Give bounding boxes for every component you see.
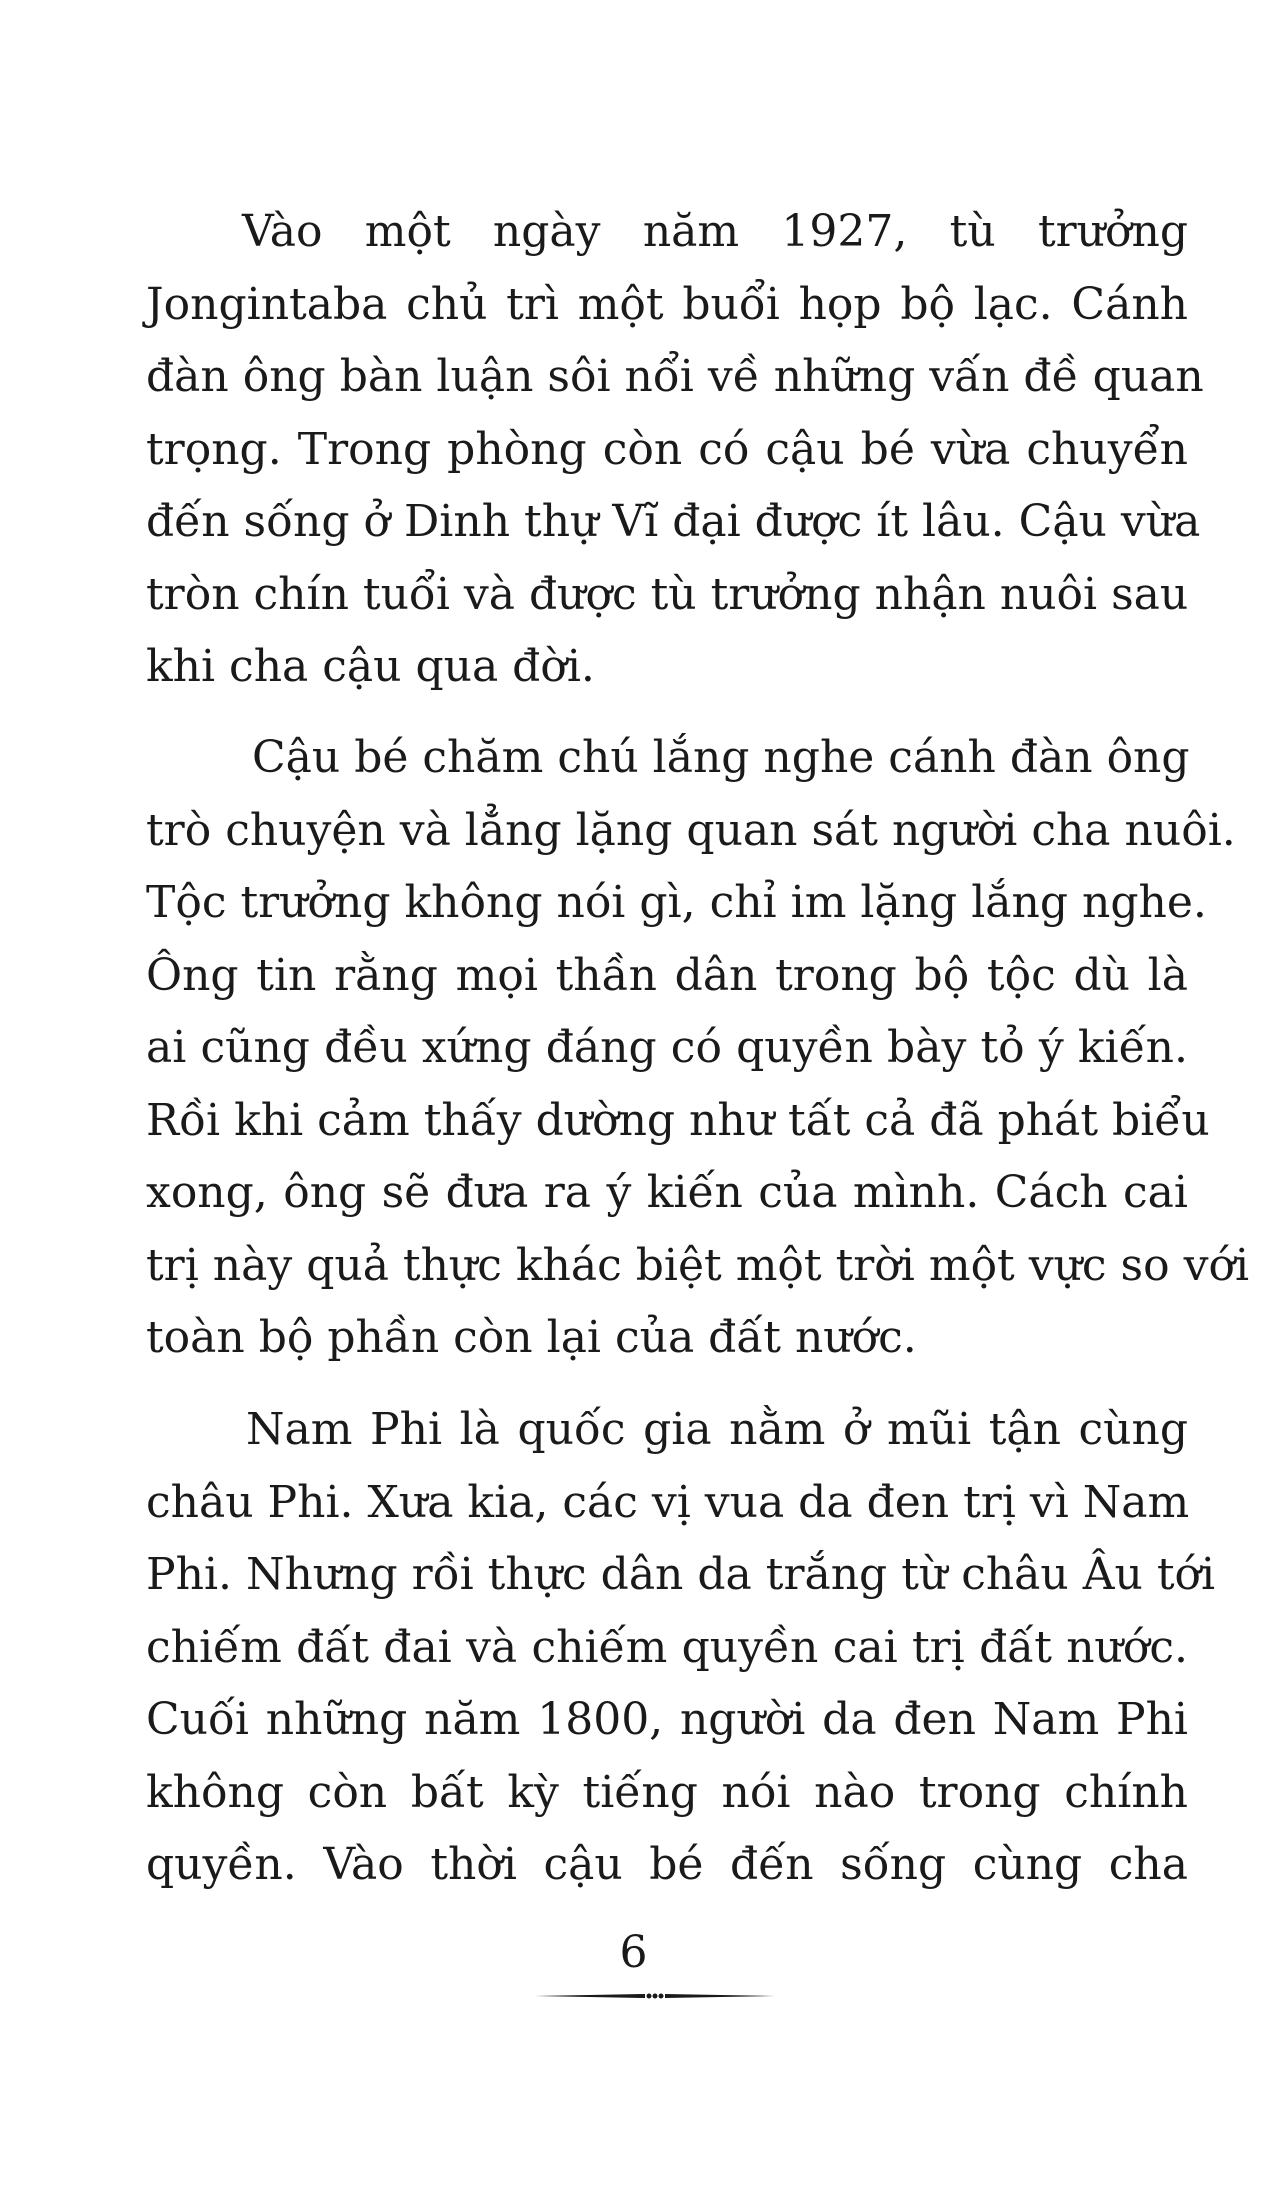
text-line: Nam Phi là quốc gia nằm ở mũi tận cùng xyxy=(246,1404,1188,1455)
paragraph-1 xyxy=(146,196,1204,704)
paragraph-3 xyxy=(146,1394,1216,1902)
text-line: châu Phi. Xưa kia, các vị vua da đen trị vì Nam xyxy=(146,1476,1190,1528)
text-line: Ông tin rằng mọi thần dân trong bộ tộc dù là xyxy=(146,949,1188,1001)
text-line: Jongintaba chủ trì một buổi họp bộ lạc. Cánh xyxy=(146,278,1188,330)
text-line: Phi. Nhưng rồi thực dân da trắng từ châu Âu tới xyxy=(146,1549,1216,1600)
text-line: xong, ông sẽ đưa ra ý kiến của mình. Cách cai xyxy=(146,1167,1188,1218)
text-line: trị này quả thực khác biệt một trời một vực so với xyxy=(146,1239,1250,1291)
text-line: trò chuyện và lẳng lặng quan sát người cha nuôi. xyxy=(146,804,1236,856)
text-line: toàn bộ phần còn lại của đất nước. xyxy=(146,1312,917,1363)
text-line: khi cha cậu qua đời. xyxy=(146,641,595,692)
text-line: đàn ông bàn luận sôi nổi về những vấn đề quan xyxy=(146,351,1204,402)
text-line: Tộc trưởng không nói gì, chỉ im lặng lắng nghe. xyxy=(146,877,1207,928)
page-number: 6 xyxy=(619,1927,648,1978)
text-line: Cậu bé chăm chú lắng nghe cánh đàn ông xyxy=(252,732,1190,783)
text-line: tròn chín tuổi và được tù trưởng nhận nuôi sau xyxy=(146,568,1189,620)
text-line: không còn bất kỳ tiếng nói nào trong chính xyxy=(146,1766,1188,1818)
text-line: chiếm đất đai và chiếm quyền cai trị đất nước. xyxy=(146,1621,1188,1673)
text-line: đến sống ở Dinh thự Vĩ đại được ít lâu. Cậu vừa xyxy=(146,496,1201,547)
text-line: quyền. Vào thời cậu bé đến sống cùng cha xyxy=(146,1839,1188,1890)
text-line: ai cũng đều xứng đáng có quyền bày tỏ ý kiến. xyxy=(146,1022,1188,1073)
text-line: Rồi khi cảm thấy dường như tất cả đã phát biểu xyxy=(146,1094,1210,1146)
text-line: Cuối những năm 1800, người da đen Nam Phi xyxy=(146,1694,1188,1745)
page-ornament-divider xyxy=(535,1990,775,2002)
text-line: trọng. Trong phòng còn có cậu bé vừa chuyển xyxy=(146,423,1188,475)
paragraph-2 xyxy=(146,722,1250,1375)
text-line: Vào một ngày năm 1927, tù trưởng xyxy=(242,206,1188,257)
